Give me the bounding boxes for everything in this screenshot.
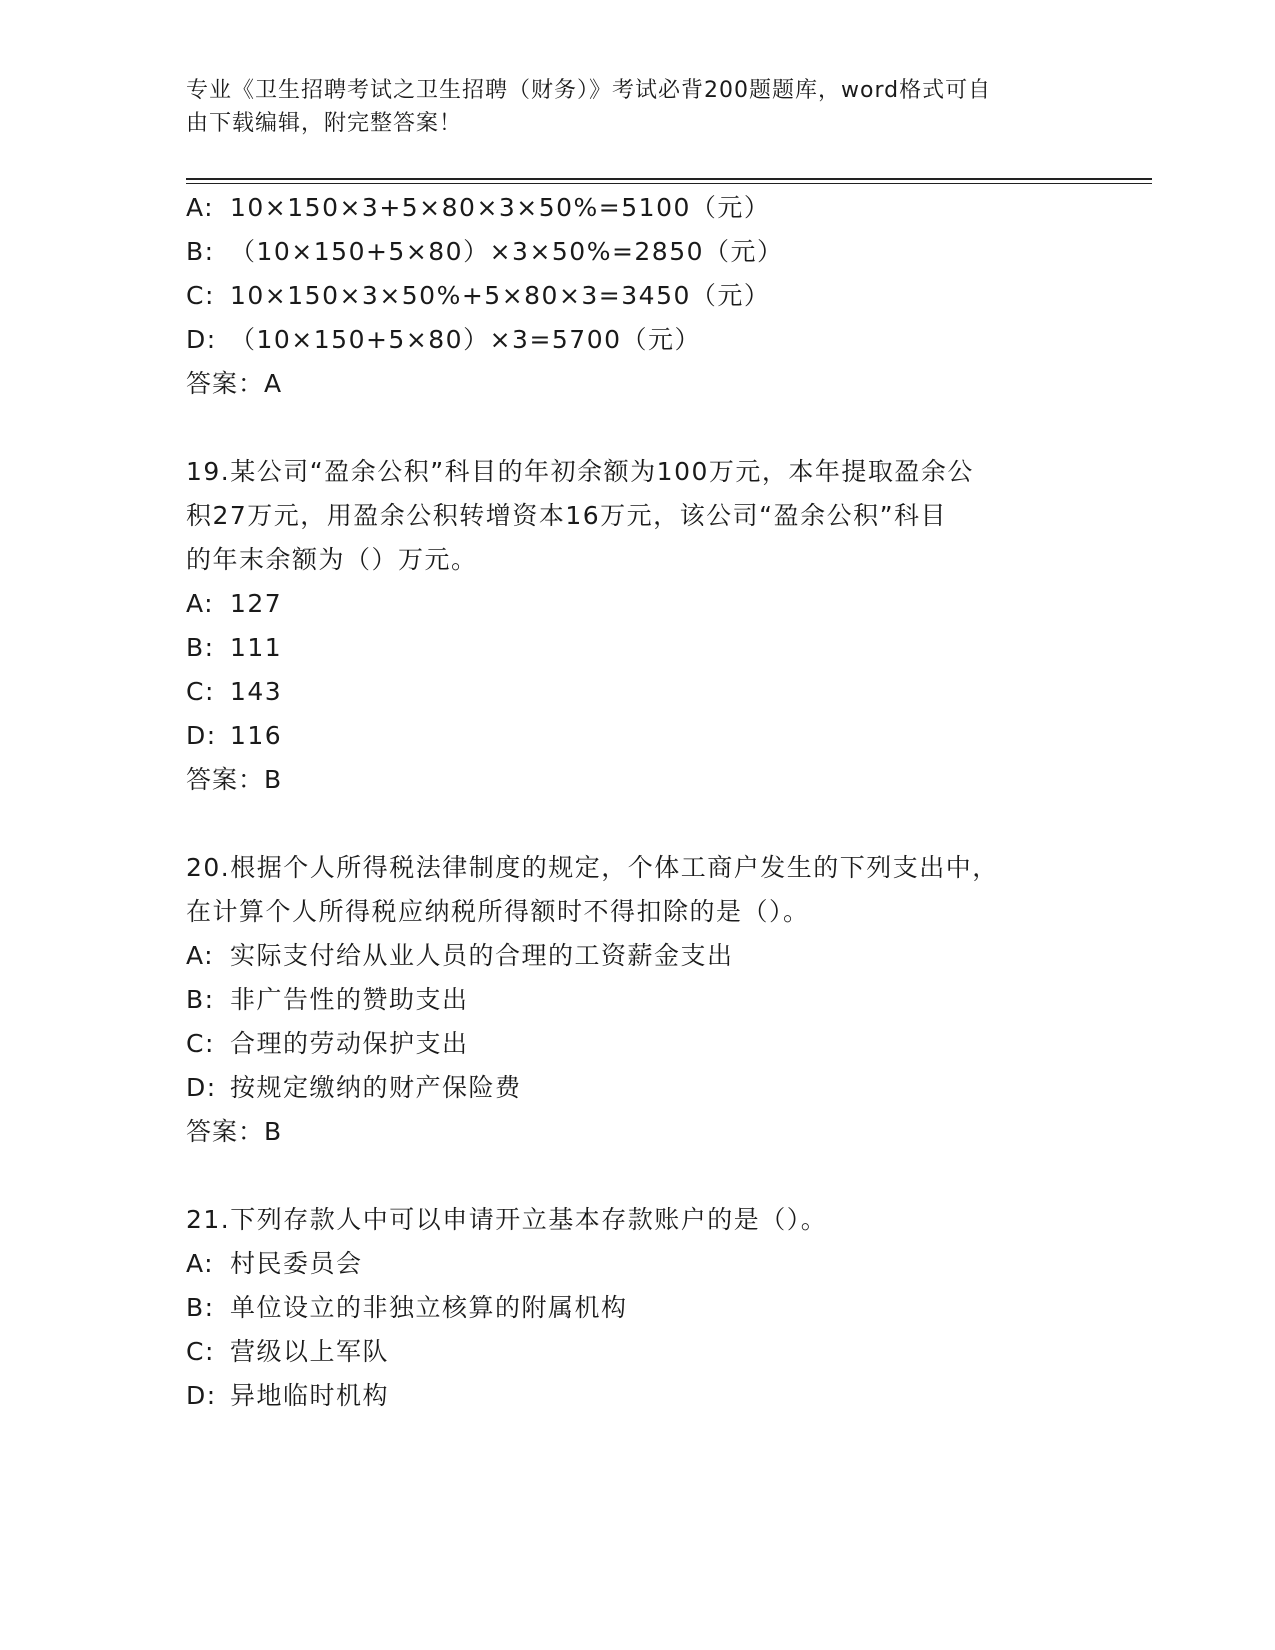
q20-option-c [186, 1026, 469, 1062]
header-rule-thick [186, 178, 1152, 180]
q19-option-a [186, 586, 282, 622]
option-key: D: [186, 1073, 217, 1102]
option-text: 116 [230, 721, 283, 750]
q18-option-d [186, 322, 701, 358]
q19-option-b [186, 630, 282, 666]
option-key: D: [186, 325, 217, 354]
option-key: C: [186, 1337, 215, 1366]
q21-stem-line-1: 21.下列存款人中可以申请开立基本存款账户的是（）。 [186, 1205, 828, 1234]
q20-stem-line-2: 在计算个人所得税应纳税所得额时不得扣除的是（）。 [186, 897, 810, 926]
option-key: D: [186, 721, 217, 750]
option-text: 143 [230, 677, 283, 706]
option-text: 111 [230, 633, 283, 662]
option-key: C: [186, 677, 215, 706]
q18-option-a [186, 190, 770, 226]
option-text: （10×150+5×80）×3×50%=2850（元） [230, 237, 784, 266]
q21-option-a [186, 1246, 363, 1282]
option-text: （10×150+5×80）×3=5700（元） [230, 325, 702, 354]
option-key: B: [186, 1293, 215, 1322]
option-text: 10×150×3×50%+5×80×3=3450（元） [230, 281, 771, 310]
q18-answer: 答案：A [186, 369, 283, 398]
header-line-1: 专业《卫生招聘考试之卫生招聘（财务）》考试必背200题题库，word格式可自 [186, 78, 992, 103]
q20-option-b [186, 982, 469, 1018]
header-line-2: 由下载编辑，附完整答案！ [186, 111, 463, 136]
q21-option-b [186, 1290, 628, 1326]
option-text: 非广告性的赞助支出 [230, 985, 469, 1014]
q18-option-c [186, 278, 770, 314]
option-key: C: [186, 281, 215, 310]
option-key: C: [186, 1029, 215, 1058]
q19-stem-line-3: 的年末余额为（）万元。 [186, 545, 478, 574]
option-text: 营级以上军队 [230, 1337, 390, 1366]
q20-stem-line-1: 20.根据个人所得税法律制度的规定，个体工商户发生的下列支出中， [186, 853, 999, 882]
q21-option-d [186, 1378, 389, 1414]
q20-option-a [186, 938, 734, 974]
option-key: A: [186, 589, 215, 618]
q21-option-c [186, 1334, 389, 1370]
option-text: 合理的劳动保护支出 [230, 1029, 469, 1058]
q19-answer: 答案：B [186, 765, 283, 794]
q19-stem-line-1: 19.某公司“盈余公积”科目的年初余额为100万元，本年提取盈余公 [186, 457, 974, 486]
option-key: B: [186, 237, 215, 266]
q19-option-d [186, 718, 282, 754]
option-text: 异地临时机构 [230, 1381, 390, 1410]
q18-option-b [186, 234, 784, 270]
header-rule-thin [186, 183, 1152, 184]
q19-stem-line-2: 积27万元，用盈余公积转增资本16万元，该公司“盈余公积”科目 [186, 501, 948, 530]
option-text: 按规定缴纳的财产保险费 [230, 1073, 522, 1102]
option-text: 村民委员会 [230, 1249, 363, 1278]
q20-answer: 答案：B [186, 1117, 283, 1146]
option-text: 实际支付给从业人员的合理的工资薪金支出 [230, 941, 734, 970]
option-key: B: [186, 985, 215, 1014]
option-key: A: [186, 1249, 215, 1278]
document-header [186, 74, 1066, 140]
option-key: B: [186, 633, 215, 662]
option-key: A: [186, 193, 215, 222]
option-key: D: [186, 1381, 217, 1410]
option-text: 10×150×3+5×80×3×50%=5100（元） [230, 193, 771, 222]
q20-option-d [186, 1070, 522, 1106]
q19-option-c [186, 674, 282, 710]
option-text: 127 [230, 589, 283, 618]
option-text: 单位设立的非独立核算的附属机构 [230, 1293, 628, 1322]
option-key: A: [186, 941, 215, 970]
